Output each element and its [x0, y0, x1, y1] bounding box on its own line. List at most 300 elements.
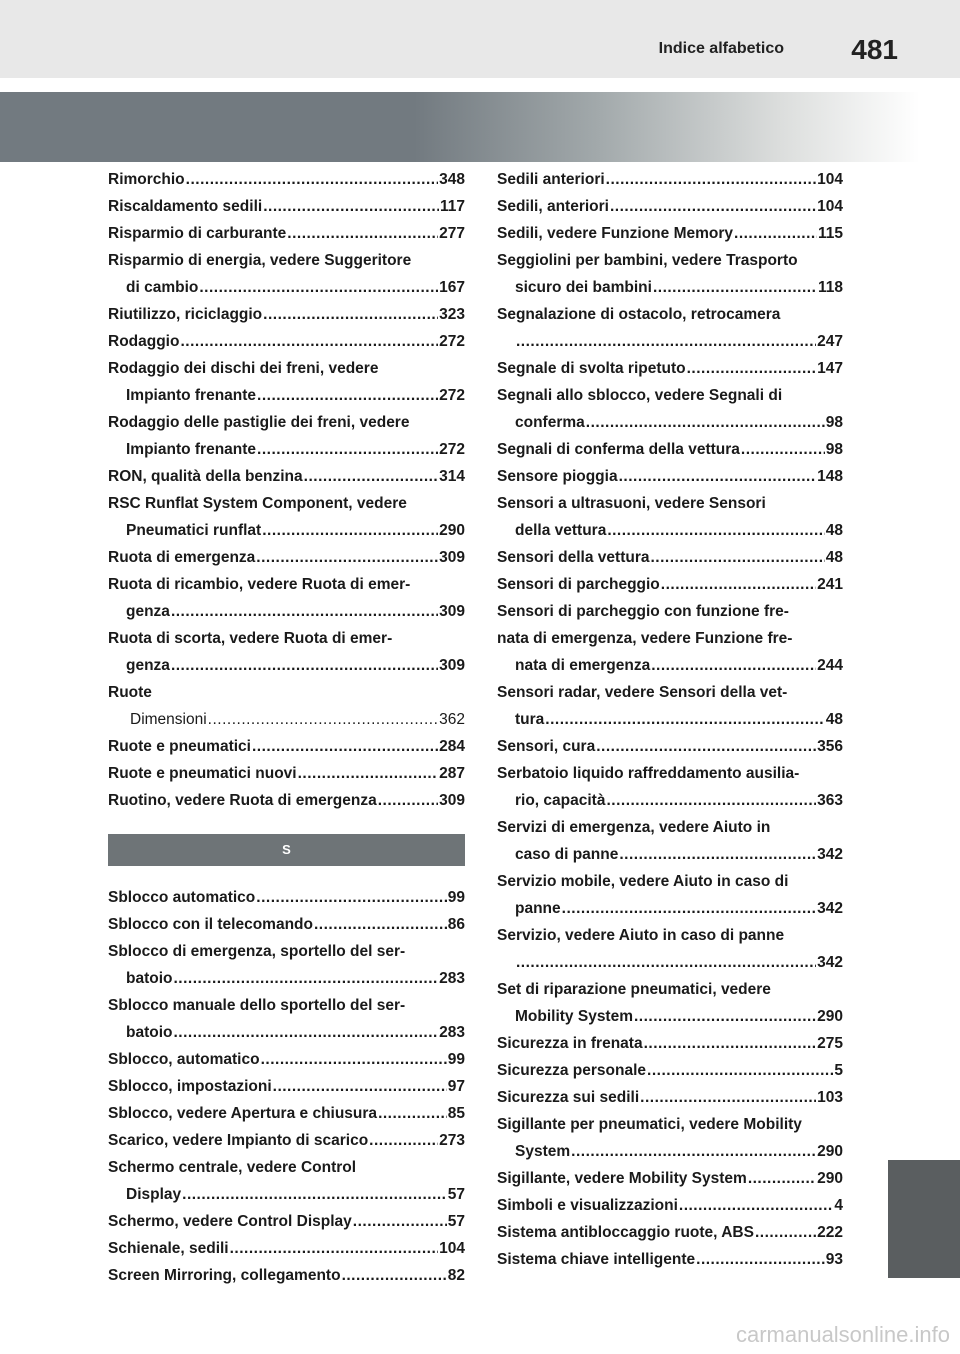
index-entry	[108, 1127, 465, 1154]
entry-term: Sicurezza personale	[497, 1062, 647, 1079]
entry-term: Rodaggio	[108, 333, 180, 350]
entry-term: Sedili, anteriori	[497, 198, 609, 215]
index-entry	[497, 922, 843, 976]
entry-page-number: 290	[439, 522, 465, 539]
entry-term-line: nata di emergenza, vedere Funzione fre-	[497, 630, 793, 647]
entry-row	[497, 706, 843, 733]
leader-dots	[653, 274, 817, 301]
entry-term-line: Set di riparazione pneumatici, vedere	[497, 981, 771, 998]
entry-term: Impianto frenante	[126, 441, 257, 458]
entry-term: Riutilizzo, riciclaggio	[108, 306, 263, 323]
index-entry	[108, 760, 465, 787]
leader-dots	[257, 382, 438, 409]
entry-page-number: 57	[447, 1213, 465, 1230]
entry-term: Ruote e pneumatici	[108, 738, 251, 755]
leader-dots	[696, 1246, 825, 1273]
leader-dots	[748, 1165, 816, 1192]
entry-row	[497, 328, 843, 355]
entry-page-number: 309	[439, 657, 465, 674]
leader-dots	[378, 1100, 447, 1127]
leader-dots	[174, 965, 439, 992]
entry-page-number: 342	[817, 846, 843, 863]
leader-dots	[252, 733, 438, 760]
leader-dots	[619, 841, 816, 868]
entry-row	[497, 895, 843, 922]
leader-dots	[273, 1073, 447, 1100]
chapter-thumb-tab	[888, 1160, 960, 1278]
entry-page-number: 48	[825, 711, 843, 728]
leader-dots	[353, 1208, 447, 1235]
index-entry	[108, 490, 465, 544]
leader-dots	[199, 274, 438, 301]
entry-term: Simboli e visualizzazioni	[497, 1197, 678, 1214]
entry-page-number: 290	[817, 1170, 843, 1187]
index-entry	[497, 571, 843, 598]
leader-dots	[287, 220, 438, 247]
entry-term: della vettura	[515, 522, 607, 539]
entry-row	[497, 1084, 843, 1111]
entry-page-number: 287	[439, 765, 465, 782]
entry-row	[497, 463, 843, 490]
entry-term-line: Ruota di scorta, vedere Ruota di emer-	[108, 630, 393, 647]
leader-dots	[262, 517, 438, 544]
entry-page-number: 4	[834, 1197, 843, 1214]
entry-row	[497, 517, 843, 544]
entry-page-number: 104	[817, 198, 843, 215]
entry-row	[497, 1246, 843, 1273]
index-entry	[108, 1262, 465, 1289]
entry-row	[497, 274, 843, 301]
leader-dots	[186, 166, 438, 193]
entry-term: Ruota di emergenza	[108, 549, 256, 566]
entry-row	[108, 1235, 465, 1262]
entry-row	[497, 1192, 843, 1219]
entry-row	[108, 328, 465, 355]
entry-term: Rimorchio	[108, 171, 185, 188]
entry-term: Ruote e pneumatici nuovi	[108, 765, 297, 782]
entry-term-line: Servizio mobile, vedere Aiuto in caso di	[497, 873, 789, 890]
section-letter-s: S	[108, 834, 465, 866]
entry-term: Display	[126, 1186, 182, 1203]
index-entry	[497, 868, 843, 922]
entry-term-line: Ruote	[108, 684, 152, 701]
entry-term-line: Rodaggio dei dischi dei freni, vedere	[108, 360, 379, 377]
entry-term: panne	[515, 900, 561, 917]
entry-row	[497, 949, 843, 976]
entry-term: Sicurezza in frenata	[497, 1035, 643, 1052]
entry-page-number: 98	[825, 414, 843, 431]
leader-dots	[304, 463, 438, 490]
entry-page-number: 104	[439, 1240, 465, 1257]
index-entry	[108, 733, 465, 760]
entry-term: Segnali di conferma della vettura	[497, 441, 740, 458]
index-entry	[108, 463, 465, 490]
leader-dots	[263, 193, 439, 220]
entry-term-line: Sensori a ultrasuoni, vedere Sensori	[497, 495, 766, 512]
entry-row	[108, 517, 465, 544]
index-entries-r	[108, 166, 465, 814]
entry-row	[108, 1127, 465, 1154]
entry-term: Sigillante, vedere Mobility System	[497, 1170, 747, 1187]
entry-row	[108, 1046, 465, 1073]
leader-dots	[298, 760, 439, 787]
index-entry	[497, 220, 843, 247]
entry-term: Sensore pioggia	[497, 468, 618, 485]
leader-dots	[679, 1192, 833, 1219]
entry-page-number: 48	[825, 549, 843, 566]
entry-page-number: 97	[447, 1078, 465, 1095]
index-entry	[497, 1165, 843, 1192]
index-entry	[497, 976, 843, 1030]
entry-page-number: 284	[439, 738, 465, 755]
entry-term-line: Sensori di parcheggio con funzione fre-	[497, 603, 789, 620]
entry-term: Sensori di parcheggio	[497, 576, 660, 593]
entry-term: Riscaldamento sedili	[108, 198, 263, 215]
index-entry	[497, 760, 843, 814]
entry-term: genza	[126, 603, 170, 620]
leader-dots	[586, 409, 825, 436]
index-entry	[108, 328, 465, 355]
index-entry	[497, 490, 843, 544]
entry-row	[108, 787, 465, 814]
entry-term: Risparmio di carburante	[108, 225, 287, 242]
entry-term: RON, qualità della benzina	[108, 468, 303, 485]
entry-page-number: 147	[817, 360, 843, 377]
entry-row	[497, 1030, 843, 1057]
entry-term: Dimensioni	[130, 711, 207, 728]
entry-page-number: 272	[439, 387, 465, 404]
entry-row	[497, 652, 843, 679]
entry-term-line: Segnali allo sblocco, vedere Segnali di	[497, 387, 783, 404]
entry-term-line: Ruota di ricambio, vedere Ruota di emer-	[108, 576, 411, 593]
entry-term-line: Sblocco di emergenza, sportello del ser-	[108, 943, 406, 960]
leader-dots	[607, 517, 824, 544]
index-entry	[497, 544, 843, 571]
entry-term: conferma	[515, 414, 585, 431]
entry-row	[108, 1073, 465, 1100]
entry-row	[108, 544, 465, 571]
entry-term: Screen Mirroring, collegamento	[108, 1267, 341, 1284]
entry-page-number: 244	[817, 657, 843, 674]
entry-term-line: Sensori radar, vedere Sensori della vet-	[497, 684, 788, 701]
leader-dots	[174, 1019, 439, 1046]
entry-page-number: 117	[439, 198, 465, 215]
entry-row	[497, 409, 843, 436]
leader-dots	[378, 787, 438, 814]
index-entry	[108, 220, 465, 247]
chapter-banner	[0, 92, 920, 162]
entry-page-number: 314	[439, 468, 465, 485]
index-entry	[108, 787, 465, 814]
leader-dots	[314, 911, 447, 938]
entry-term: nata di emergenza	[515, 657, 651, 674]
index-entry	[108, 301, 465, 328]
entry-row	[497, 733, 843, 760]
entry-page-number: 342	[817, 900, 843, 917]
entry-page-number: 115	[817, 225, 843, 242]
leader-dots	[545, 706, 824, 733]
entry-page-number: 167	[439, 279, 465, 296]
entry-page-number: 283	[439, 1024, 465, 1041]
leader-dots	[516, 328, 816, 355]
leader-dots	[650, 544, 824, 571]
entry-term: Sblocco, automatico	[108, 1051, 260, 1068]
entry-page-number: 241	[817, 576, 843, 593]
leader-dots	[755, 1219, 816, 1246]
page-header-bar	[0, 0, 960, 78]
leader-dots	[263, 301, 438, 328]
index-entry	[497, 1192, 843, 1219]
entry-row	[108, 965, 465, 992]
entry-page-number: 272	[439, 441, 465, 458]
entry-page-number: 99	[447, 1051, 465, 1068]
entry-row	[108, 1019, 465, 1046]
entry-term-line: Sigillante per pneumatici, vedere Mobility	[497, 1116, 802, 1133]
index-entry	[497, 193, 843, 220]
entry-term-line: Servizi di emergenza, vedere Aiuto in	[497, 819, 771, 836]
entry-term: Sblocco, impostazioni	[108, 1078, 272, 1095]
entry-page-number: 356	[817, 738, 843, 755]
watermark: carmanualsonline.info	[735, 1322, 950, 1347]
leader-dots	[640, 1084, 816, 1111]
entry-page-number: 222	[817, 1224, 843, 1241]
entry-row	[497, 571, 843, 598]
index-entry	[497, 1246, 843, 1273]
entry-page-number: 277	[439, 225, 465, 242]
leader-dots	[634, 1003, 816, 1030]
entry-term: Impianto frenante	[126, 387, 257, 404]
index-entry	[108, 571, 465, 625]
entry-page-number: 85	[447, 1105, 465, 1122]
entry-term: genza	[126, 657, 170, 674]
index-entry	[497, 166, 843, 193]
entry-term: Schermo, vedere Control Display	[108, 1213, 352, 1230]
entry-term: tura	[515, 711, 545, 728]
entry-term: Schienale, sedili	[108, 1240, 229, 1257]
page-number: 481	[851, 34, 898, 65]
leader-dots	[661, 571, 816, 598]
entry-row	[497, 220, 843, 247]
index-entry	[497, 814, 843, 868]
entry-row	[108, 274, 465, 301]
leader-dots	[596, 733, 816, 760]
leader-dots	[180, 328, 438, 355]
entry-term-line: Sblocco manuale dello sportello del ser-	[108, 997, 406, 1014]
entry-page-number: 104	[817, 171, 843, 188]
leader-dots	[256, 544, 438, 571]
entry-term: Pneumatici runflat	[126, 522, 262, 539]
leader-dots	[606, 166, 816, 193]
entry-row	[108, 193, 465, 220]
leader-dots	[256, 884, 446, 911]
entry-page-number: 148	[817, 468, 843, 485]
entry-page-number: 348	[439, 171, 465, 188]
leader-dots	[257, 436, 438, 463]
index-entry	[108, 193, 465, 220]
entry-term-line: Servizio, vedere Aiuto in caso di panne	[497, 927, 785, 944]
entry-term: Sblocco automatico	[108, 889, 256, 906]
page-title: Indice alfabetico	[658, 40, 784, 57]
index-entry	[108, 544, 465, 571]
entry-page-number: 118	[817, 279, 843, 296]
index-entry	[108, 166, 465, 193]
entry-term: Sicurezza sui sedili	[497, 1089, 640, 1106]
entry-row	[108, 1262, 465, 1289]
index-entry	[108, 679, 465, 706]
index-entry	[108, 992, 465, 1046]
entry-row	[108, 884, 465, 911]
entry-term-line: RSC Runflat System Component, vedere	[108, 495, 407, 512]
leader-dots	[261, 1046, 447, 1073]
entry-term: Mobility System	[515, 1008, 633, 1025]
entry-row	[108, 220, 465, 247]
index-entry	[497, 247, 843, 301]
leader-dots	[182, 1181, 447, 1208]
leader-dots	[208, 706, 438, 733]
index-entry	[497, 1057, 843, 1084]
index-entry	[497, 679, 843, 733]
entry-term: Sistema chiave intelligente	[497, 1251, 696, 1268]
entry-page-number: 82	[447, 1267, 465, 1284]
index-entry	[497, 598, 843, 679]
entry-page-number: 362	[439, 711, 465, 728]
entry-term: Sblocco, vedere Apertura e chiusura	[108, 1105, 378, 1122]
index-entry	[497, 1084, 843, 1111]
index-entry	[497, 355, 843, 382]
entry-row	[108, 166, 465, 193]
entry-term-line: Seggiolini per bambini, vedere Trasporto	[497, 252, 798, 269]
entry-page-number: 323	[439, 306, 465, 323]
entry-row	[108, 1181, 465, 1208]
leader-dots	[171, 652, 438, 679]
entry-page-number: 5	[834, 1062, 843, 1079]
index-entry	[108, 1100, 465, 1127]
entry-row	[497, 166, 843, 193]
leader-dots	[651, 652, 816, 679]
entry-term: Sblocco con il telecomando	[108, 916, 313, 933]
entry-row	[108, 301, 465, 328]
leader-dots	[741, 436, 825, 463]
entry-term: Sensori, cura	[497, 738, 596, 755]
index-entry	[108, 1235, 465, 1262]
entry-term-line: Serbatoio liquido raffreddamento ausilia-	[497, 765, 800, 782]
entry-page-number: 93	[825, 1251, 843, 1268]
entry-row	[108, 436, 465, 463]
entry-row	[108, 733, 465, 760]
leader-dots	[687, 355, 817, 382]
index-column-right	[497, 166, 843, 1273]
leader-dots	[644, 1030, 817, 1057]
index-entry	[108, 247, 465, 301]
entry-page-number: 290	[817, 1143, 843, 1160]
entry-row	[108, 463, 465, 490]
leader-dots	[606, 787, 816, 814]
index-entry	[108, 625, 465, 679]
entry-term: caso di panne	[515, 846, 619, 863]
index-entry	[108, 1154, 465, 1208]
leader-dots	[734, 220, 817, 247]
index-entry	[497, 436, 843, 463]
index-entry	[497, 1219, 843, 1246]
index-entry	[108, 938, 465, 992]
entry-page-number: 247	[817, 333, 843, 350]
entry-term: Sistema antibloccaggio ruote, ABS	[497, 1224, 754, 1241]
index-entry	[108, 355, 465, 409]
entry-page-number: 283	[439, 970, 465, 987]
entry-row	[497, 1165, 843, 1192]
index-entry	[108, 1046, 465, 1073]
entry-page-number: 309	[439, 549, 465, 566]
entry-term: sicuro dei bambini	[515, 279, 652, 296]
index-entry	[108, 1208, 465, 1235]
entry-page-number: 98	[825, 441, 843, 458]
entry-row	[497, 1219, 843, 1246]
entry-page-number: 273	[439, 1132, 465, 1149]
entry-term: System	[515, 1143, 571, 1160]
leader-dots	[610, 193, 816, 220]
entry-row	[497, 436, 843, 463]
leader-dots	[516, 949, 816, 976]
leader-dots	[369, 1127, 438, 1154]
entry-term: Ruotino, vedere Ruota di emergenza	[108, 792, 377, 809]
entry-row	[108, 382, 465, 409]
entry-term: rio, capacità	[515, 792, 606, 809]
index-entry	[108, 884, 465, 911]
entry-page-number: 290	[817, 1008, 843, 1025]
entry-row	[497, 1003, 843, 1030]
entry-page-number: 272	[439, 333, 465, 350]
leader-dots	[230, 1235, 439, 1262]
index-entry	[108, 1073, 465, 1100]
entry-page-number: 57	[447, 1186, 465, 1203]
index-entry	[108, 409, 465, 463]
leader-dots	[619, 463, 817, 490]
entry-row	[497, 193, 843, 220]
entry-term: Sedili anteriori	[497, 171, 605, 188]
index-column-left	[108, 166, 465, 1289]
leader-dots	[562, 895, 816, 922]
entry-row	[108, 598, 465, 625]
index-entry	[497, 301, 843, 355]
entry-page-number: 309	[439, 792, 465, 809]
index-entry	[497, 733, 843, 760]
entry-row	[130, 706, 465, 733]
index-entries-s	[108, 884, 465, 1289]
entry-term-line: Schermo centrale, vedere Control	[108, 1159, 357, 1176]
entry-row	[108, 652, 465, 679]
leader-dots	[571, 1138, 816, 1165]
index-entry	[497, 1111, 843, 1165]
entry-row	[108, 760, 465, 787]
entry-row	[108, 1208, 465, 1235]
entry-row	[497, 1138, 843, 1165]
entry-row	[108, 911, 465, 938]
leader-dots	[342, 1262, 447, 1289]
entry-page-number: 363	[817, 792, 843, 809]
index-entry	[497, 382, 843, 436]
entry-row	[497, 841, 843, 868]
entry-term-line: Rodaggio delle pastiglie dei freni, vedere	[108, 414, 410, 431]
entry-page-number: 342	[817, 954, 843, 971]
leader-dots	[171, 598, 438, 625]
entry-page-number: 103	[817, 1089, 843, 1106]
index-entry	[497, 1030, 843, 1057]
entry-term: Scarico, vedere Impianto di scarico	[108, 1132, 369, 1149]
entry-page-number: 275	[817, 1035, 843, 1052]
entry-row	[497, 787, 843, 814]
entry-page-number: 86	[447, 916, 465, 933]
entry-row	[497, 355, 843, 382]
